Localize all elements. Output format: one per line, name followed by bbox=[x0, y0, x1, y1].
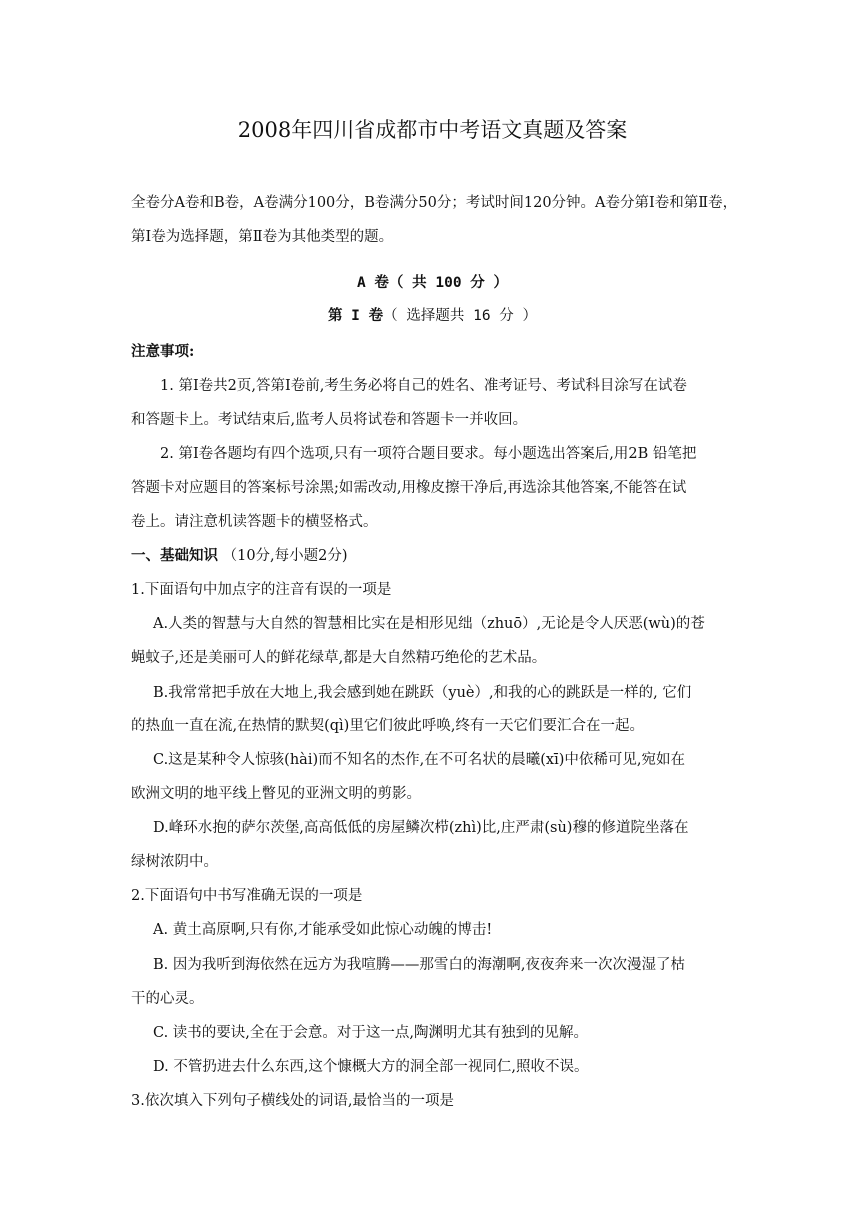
q1-line-5: C.这是某种令人惊骇(hài)而不知名的杰作,在不可名状的晨曦(xī)中依稀可见,宛如在 bbox=[153, 752, 685, 768]
section-1-title: 一、基础知识 bbox=[131, 547, 218, 564]
notice-line-1: 1. 第I卷共2页,答第I卷前,考生务必将自己的姓名、准考证号、考试科目涂写在试卷 bbox=[160, 378, 687, 394]
part1-note: （ 选择题共 16 分 ） bbox=[383, 308, 538, 324]
question-2-stem: 2.下面语句中书写准确无误的一项是 bbox=[131, 888, 363, 904]
q1-line-7: D.峰环水抱的萨尔茨堡,高高低低的房屋鳞次栉(zhì)比,庄严肃(sù)穆的修道院坐落在 bbox=[153, 820, 689, 836]
section-1-note: （10分,每小题2分) bbox=[222, 548, 348, 564]
notice-line-3: 2. 第I卷各题均有四个选项,只有一项符合题目要求。每小题选出答案后,用2B 铅笔把 bbox=[160, 446, 697, 462]
intro-line-2: 第Ⅰ卷为选择题，第Ⅱ卷为其他类型的题。 bbox=[131, 229, 394, 245]
notice-line-4: 答题卡对应题目的答案标号涂黑;如需改动,用橡皮擦干净后,再选涂其他答案,不能答在试 bbox=[131, 480, 687, 496]
q1-line-1: A.人类的智慧与大自然的智慧相比实在是相形见绌（zhuō）,无论是令人厌恶(wù)的苍 bbox=[153, 616, 705, 632]
intro-line-1: 全卷分A卷和B卷，A卷满分100分，B卷满分50分；考试时间120分钟。A卷分第Ⅰ卷和第Ⅱ卷， bbox=[131, 195, 738, 211]
notice-line-5: 卷上。请注意机读答题卡的横竖格式。 bbox=[131, 514, 378, 530]
q2-line-3: 干的心灵。 bbox=[131, 991, 204, 1007]
page-title: 2008年四川省成都市中考语文真题及答案 bbox=[237, 118, 628, 142]
part1-heading bbox=[0, 306, 865, 326]
q1-line-2: 蝇蚊子,还是美丽可人的鲜花绿草,都是大自然精巧绝伦的艺术品。 bbox=[131, 650, 547, 666]
q1-line-8: 绿树浓阴中。 bbox=[131, 854, 218, 870]
question-1-stem: 1.下面语句中加点字的注音有误的一项是 bbox=[131, 582, 392, 598]
q2-line-2: B. 因为我听到海依然在远方为我喧腾——那雪白的海潮啊,夜夜奔来一次次漫湿了枯 bbox=[153, 957, 685, 973]
notice-heading: 注意事项: bbox=[131, 343, 195, 360]
q1-line-6: 欧洲文明的地平线上瞥见的亚洲文明的剪影。 bbox=[131, 786, 421, 802]
question-3-stem: 3.依次填入下列句子横线处的词语,最恰当的一项是 bbox=[131, 1093, 454, 1109]
q2-line-4: C. 读书的要诀,全在于会意。对于这一点,陶渊明尤其有独到的见解。 bbox=[153, 1025, 589, 1041]
q2-line-5: D. 不管扔进去什么东西,这个慷概大方的洞全部一视同仁,照收不误。 bbox=[153, 1059, 589, 1075]
q1-line-4: 的热血一直在流,在热情的默契(qì)里它们彼此呼唤,终有一天它们要汇合在一起。 bbox=[131, 718, 644, 734]
part1-label: 第 I 卷 bbox=[327, 308, 384, 324]
q2-line-1: A. 黄土高原啊,只有你,才能承受如此惊心动魄的博击! bbox=[153, 922, 493, 938]
notice-line-2: 和答题卡上。考试结束后,监考人员将试卷和答题卡一并收回。 bbox=[131, 412, 528, 428]
section-a-heading: A 卷（ 共 100 分 ） bbox=[356, 275, 509, 291]
q1-line-3: B.我常常把手放在大地上,我会感到她在跳跃（yuè）,和我的心的跳跃是一样的, 它们 bbox=[153, 685, 692, 701]
section-1-heading bbox=[131, 546, 348, 566]
